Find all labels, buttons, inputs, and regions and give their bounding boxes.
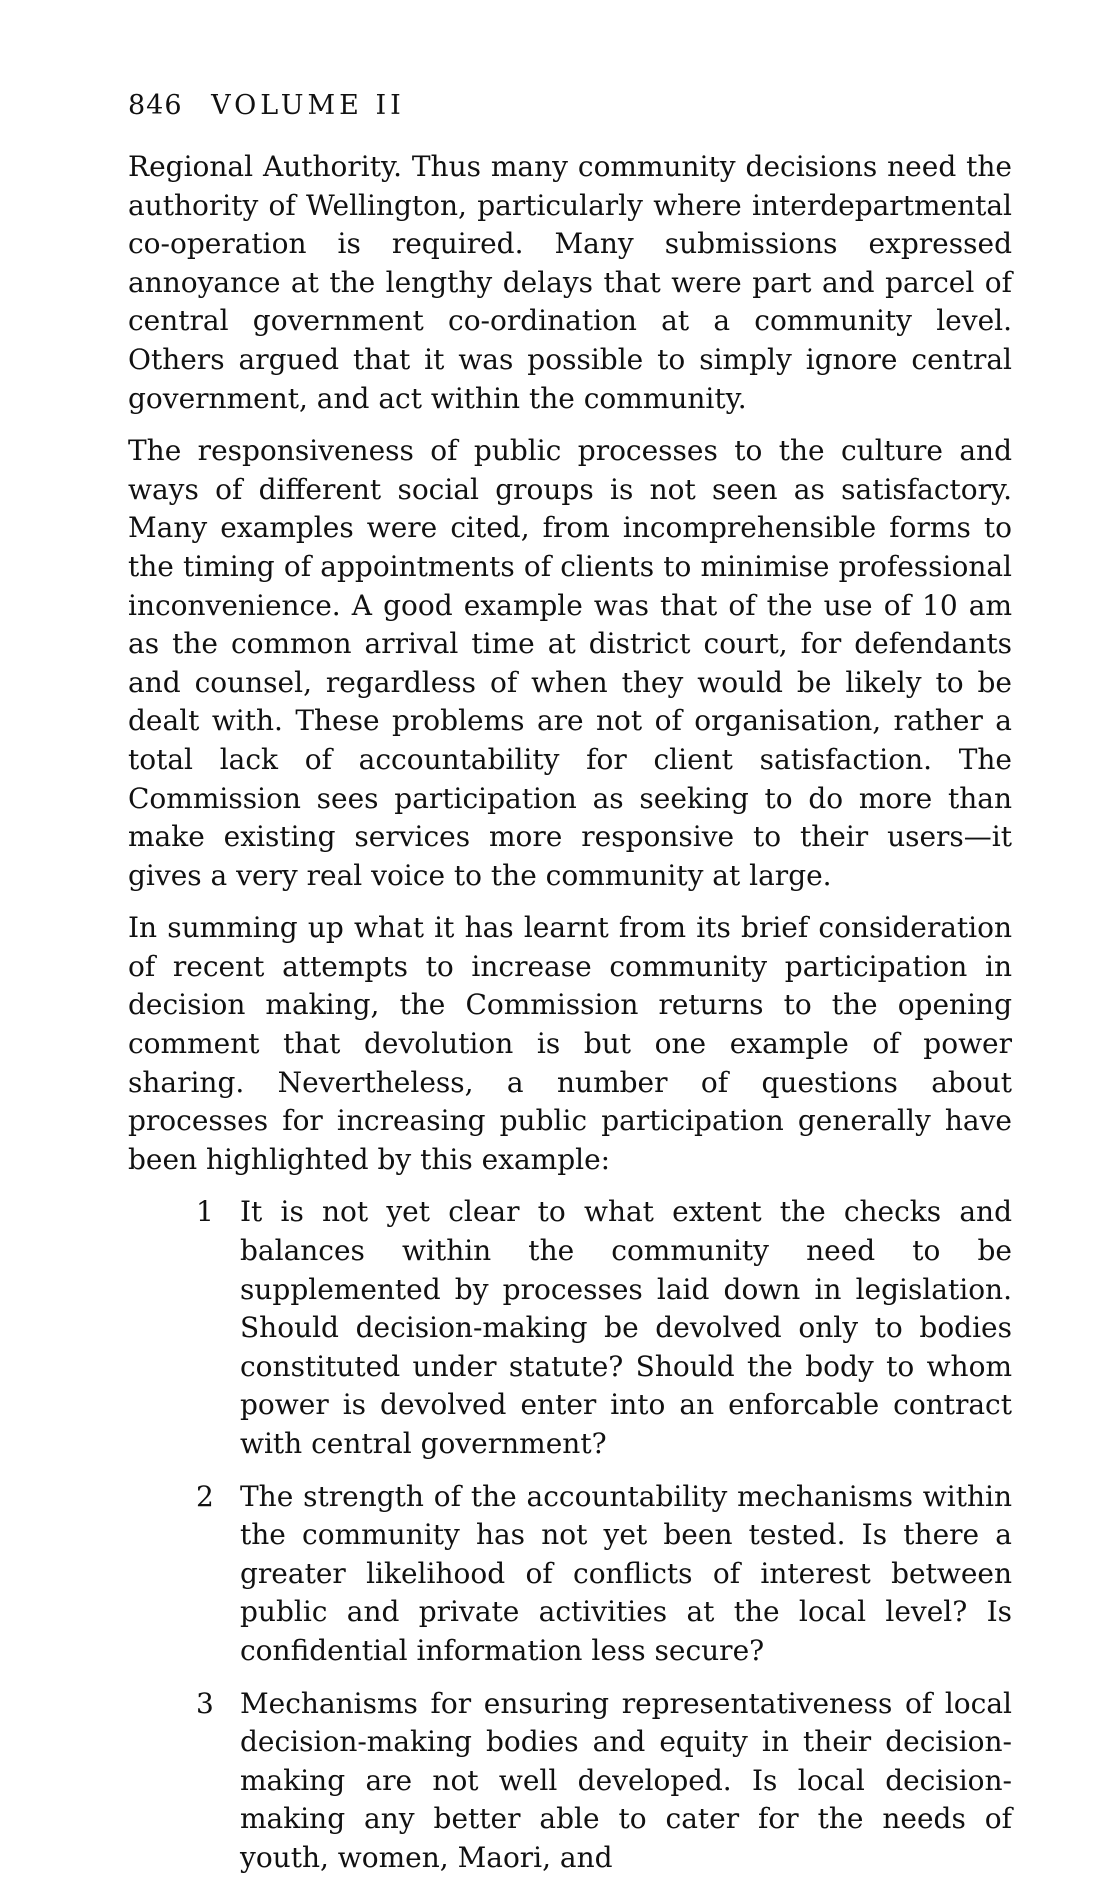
- paragraph-2: The responsiveness of public processes to the culture and ways of different social groups is not seen as satisfactory. Many examples were cited, from incomprehensible forms to the timing of appointments of clients to minimise professional inconvenience. A good example was that of the use of 10 am as the common arrival time at district court, for defendants and counsel, regardless of when they would be likely to be dealt with. These problems are not of organisation, rather a total lack of accountability for client satisfaction. The Commission sees participation as seeking to do more than make existing services more responsive to their users—it gives a very real voice to the community at large.: [128, 434, 1012, 892]
- list-item-number: 3: [196, 1686, 214, 1720]
- running-title: VOLUME II: [211, 90, 405, 121]
- page-content: [128, 86, 1012, 1892]
- list-item-text: The strength of the accountability mechanisms within the community has not yet been tested. Is there a greater likelihood of conflicts of interest between public and private activities at the local level? Is confidential information less secure?: [240, 1479, 1012, 1667]
- running-head: [128, 86, 1012, 126]
- list-item: [128, 1193, 1012, 1463]
- list-item-number: 2: [196, 1479, 214, 1513]
- list-item: [128, 1478, 1012, 1671]
- page-number: 846: [128, 90, 183, 121]
- paragraph-3: In summing up what it has learnt from its brief consideration of recent attempts to increase community participation in decision making, the Commission returns to the opening comment that devolution is but one example of power sharing. Nevertheless, a number of questions about processes for increasing public participation generally have been highlighted by this example:: [128, 911, 1012, 1176]
- list-item: [128, 1685, 1012, 1878]
- paragraph-1: Regional Authority. Thus many community decisions need the authority of Wellington, particularly where interdepartmental co-operation is required. Many submissions expressed annoyance at the lengthy delays that were part and parcel of central government co-ordination at a community level. Others argued that it was possible to simply ignore central government, and act within the community.: [128, 150, 1012, 415]
- list-item-text: It is not yet clear to what extent the checks and balances within the community need to be supplemented by processes laid down in legislation. Should decision-making be devolved only to bodies constituted under statute? Should the body to whom power is devolved enter into an enforcable contract with central government?: [240, 1195, 1012, 1460]
- list-item-number: 1: [196, 1195, 214, 1229]
- list-item-text: Mechanisms for ensuring representativeness of local decision-making bodies and equity in their decision-making are not well developed. Is local decision-making any better able to cater for the needs of youth, women, Maori, and: [240, 1686, 1012, 1874]
- numbered-list: [128, 1193, 1012, 1877]
